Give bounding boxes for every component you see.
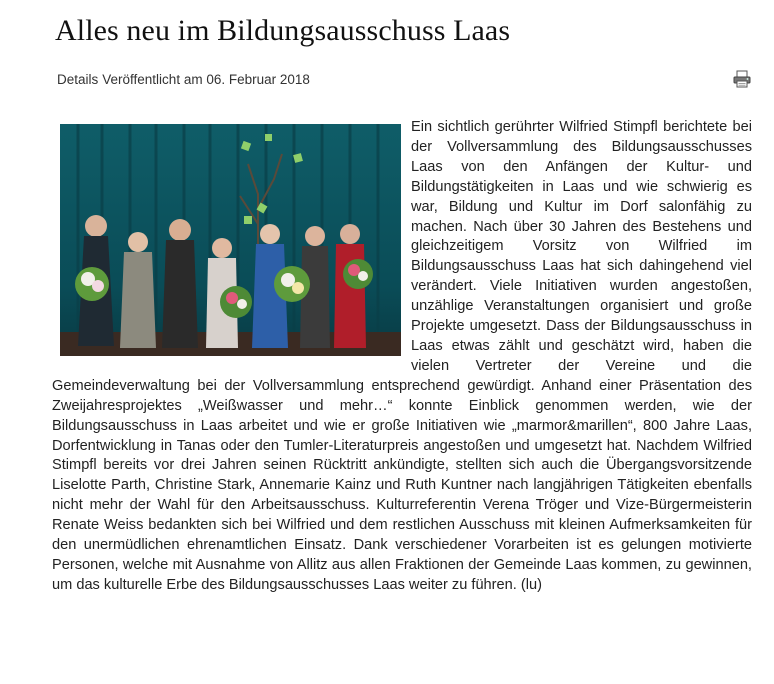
group-photo bbox=[60, 124, 401, 356]
print-button[interactable] bbox=[732, 69, 752, 89]
article-title: Alles neu im Bildungsausschuss Laas bbox=[55, 14, 511, 47]
article-body bbox=[52, 118, 752, 596]
published-date: Veröffentlicht am 06. Februar 2018 bbox=[102, 72, 310, 87]
details-label: Details bbox=[57, 72, 99, 87]
print-icon bbox=[732, 69, 752, 89]
article-text: Ein sichtlich gerührter Wilfried Stimpfl berichtete bei der Vollversammlung des Bildungsausschusses Laas von den Anfängen der Kultur- und Bildungstätigkeiten in Laas und wie schwierig es war, Bildung und Kultur im Dorf salonfähig zu machen. Nach über 30 Jahren des Bestehens und gleichzeitigem Vorsitz von Wilfried im Bildungsausschuss Laas hat sich dahingehend viel verändert. Viele Initiativen wurden angestoßen, unzählige Veranstaltungen organisiert und große Projekte umgesetzt. Dass der Bildungsausschuss in Laas etwas zählt und geschätzt wird, haben die vielen Vertreter der Vereine und die Gemeindeverwaltung bei der Vollversammlung entsprechend gewürdigt. Anhand einer Präsentation des Zweijahresprojektes „Weißwasser und mehr…“ konnte Einblick genommen werden, wie der Bildungsausschuss in Laas arbeitet und wie er große Initiativen wie „marmor&marillen“, 800 Jahre Laas, Dorfentwicklung in Tanas oder den Tumler-Literaturpreis angestoßen und umgesetzt hat. Nachdem Wilfried Stimpfl bereits vor drei Jahren seinen Rücktritt ankündigte, stellten sich auch die Übergangsvorsitzende Liselotte Parth, Christine Stark, Annemarie Kainz und Ruth Kuntner nach langjährigen Tätigkeiten ebenfalls nicht mehr der Wahl für den Arbeitsausschuss. Kulturreferentin Verena Tröger und Vize-Bürgermeisterin Renate Weiss bedankten sich bei Wilfried und dem restlichen Ausschuss mit kleinen Aufmerksamkeiten für den unermüdlichen ehrenamtlichen Einsatz. Dank verschiedener Vorarbeiten ist es gelungen motivierte Personen, welche mit Ausnahme von Allitz aus allen Fraktionen der Gemeinde Laas kommen, zu gewinnen, um das kulturelle Erbe des Bildungsausschusses Laas weiter zu führen. (lu) bbox=[52, 119, 752, 593]
article-meta bbox=[57, 72, 314, 87]
